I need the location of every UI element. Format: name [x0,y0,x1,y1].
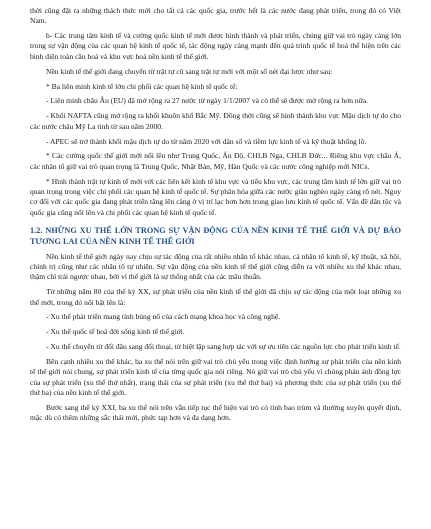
paragraph-5: - Liên minh châu Âu (EU) đã mở rộng ra 27 nước từ ngày 1/1/2007 và có thể sẽ được mở rộng ra hơn nữa. [46,96,368,106]
paragraph-11: Từ những năm 80 của thế kỷ XX, sự phát triển của nền kinh tế thế giới đã chịu sự tác động của một loạt những xu thế mới, trong đó nổi bật lên là: [30,287,401,307]
paragraph-4: * Ba liên minh kinh tế lớn chi phối các quan hệ kinh tế quốc tế: [46,81,238,91]
paragraph-8: * Các cường quốc thế giới mới nổi lên như Trung Quốc, Ấn Độ, CHLB Nga, CHLB Đức... Riêng khu vực châu Á, các nhân tố giữ vai trò quan trọng là Trung Quốc, Nhật Bản, Mỹ, Hàn Quốc và các nước công nghiệp mới NICs. [30,151,401,171]
paragraph-6: - Khối NAFTA cũng mở rộng ra khối khuôn khổ Bắc Mỹ. Đồng thời cũng sẽ hình thành khu vực Mậu dịch tự do cho các nước châu Mỹ La tinh từ sau năm 2000. [30,111,401,131]
paragraph-1: thời cũng đặt ra những thách thức mới cho tất cả các quốc gia, trước hết là các nước đang phát triển, trong đó có Việt Nam. [30,6,401,26]
paragraph-16: Bước sang thế kỷ XXI, ba xu thế nói trên vẫn tiếp tục thể hiện vai trò có tính bao trùm và thường xuyên quyết định, mặc dù có thêm những sắc thái mới, phức tạp hơn và đa dạng hơn. [30,402,401,423]
paragraph-3: Nền kinh tế thế giới đang chuyển từ trật tự cũ sang trật tự mới với một số nét đại lược như sau: [46,66,333,76]
paragraph-12: - Xu thế phát triển mang tính bùng nổ của cách mạng khoa học và công nghệ. [46,312,281,322]
paragraph-7: - APEC sẽ trở thành khối mậu dịch tự do từ năm 2020 với dân số và tiềm lực kinh tế và kỹ thuật khổng lồ. [46,136,367,146]
paragraph-13: - Xu thế quốc tế hoá đời sống kinh tế thế giới. [46,327,185,337]
paragraph-9: * Hình thành trật tự kinh tế mới với các liên kết kinh tế khu vực và tiểu khu vực, các trung tâm kinh tế lớn giữ vai trò quan trọng trong việc chi phối các quan hệ kinh tế quốc tế. Sự phân hóa giữa các nước giàu nghèo ngày càng rõ nét. Nguy cơ đối với các quốc gia đang phát triển tăng lên càng ở vị trí lạc hơn hơn trong giao lưu kinh tế quốc tế. Vấn đề dân tộc và quốc gia cũng nổi lên và chi phối các quan hệ kinh tế quốc tế. [30,176,401,217]
paragraph-10: Nền kinh tế thế giới ngày nay chịu sự tác động của rất nhiều nhân tố khác nhau, cả nhân tố kinh tế, kỹ thuật, xã hội, chính trị cũng như các nhân tố tự nhiên. Sự vận động của nền kinh tế thế giới cũng diễn ra với nhiều xu thế khác nhau, thậm chí trái ngược nhau, bởi vì thế giới là sự thống nhất của các mâu thuẫn. [30,251,401,282]
paragraph-15: Bên cạnh nhiều xu thế khác, ba xu thế nói trên giữ vai trò chủ yếu trong việc định hướng sự phát triển của nền kinh tế thế giới nói chung, sự phát triển kinh tế của từng quốc gia nói riêng. Nó giữ vai trò chủ yếu vì chúng phản ánh đồng lực của sự phát triển (xu thế thứ nhất), trạng thái của sự phát triển (xu thế thứ hai) và phương thức của sự phát triển (xu thế thứ ba) của nền kinh tế thế giới. [30,357,401,398]
section-heading: 1.2. NHỮNG XU THẾ LỚN TRONG SỰ VẬN ĐỘNG CỦA NỀN KINH TẾ THẾ GIỚI VÀ DỰ BÁO TƯƠNG LAI CỦA NỀN KINH TẾ THẾ GIỚI [30,225,401,246]
paragraph-2: b- Các trung tâm kinh tế và cường quốc kinh tế mới được hình thành và phát triển, chúng giữ vai trò ngày càng lớn trong sự vận động của các quan hệ kinh tế quốc tế, tác động ngày càng mạnh đến quá trình quốc tế hoá thể hiện trên các bình diện toàn cầu hoá và khu vực hoá nền kinh tế thế giới. [30,31,401,61]
paragraph-14: - Xu thế chuyển từ đối đầu sang đối thoại, từ biệt lập sang hợp tác với sự ưu tiên các nguồn lực cho phát triển kinh tế. [46,342,401,352]
